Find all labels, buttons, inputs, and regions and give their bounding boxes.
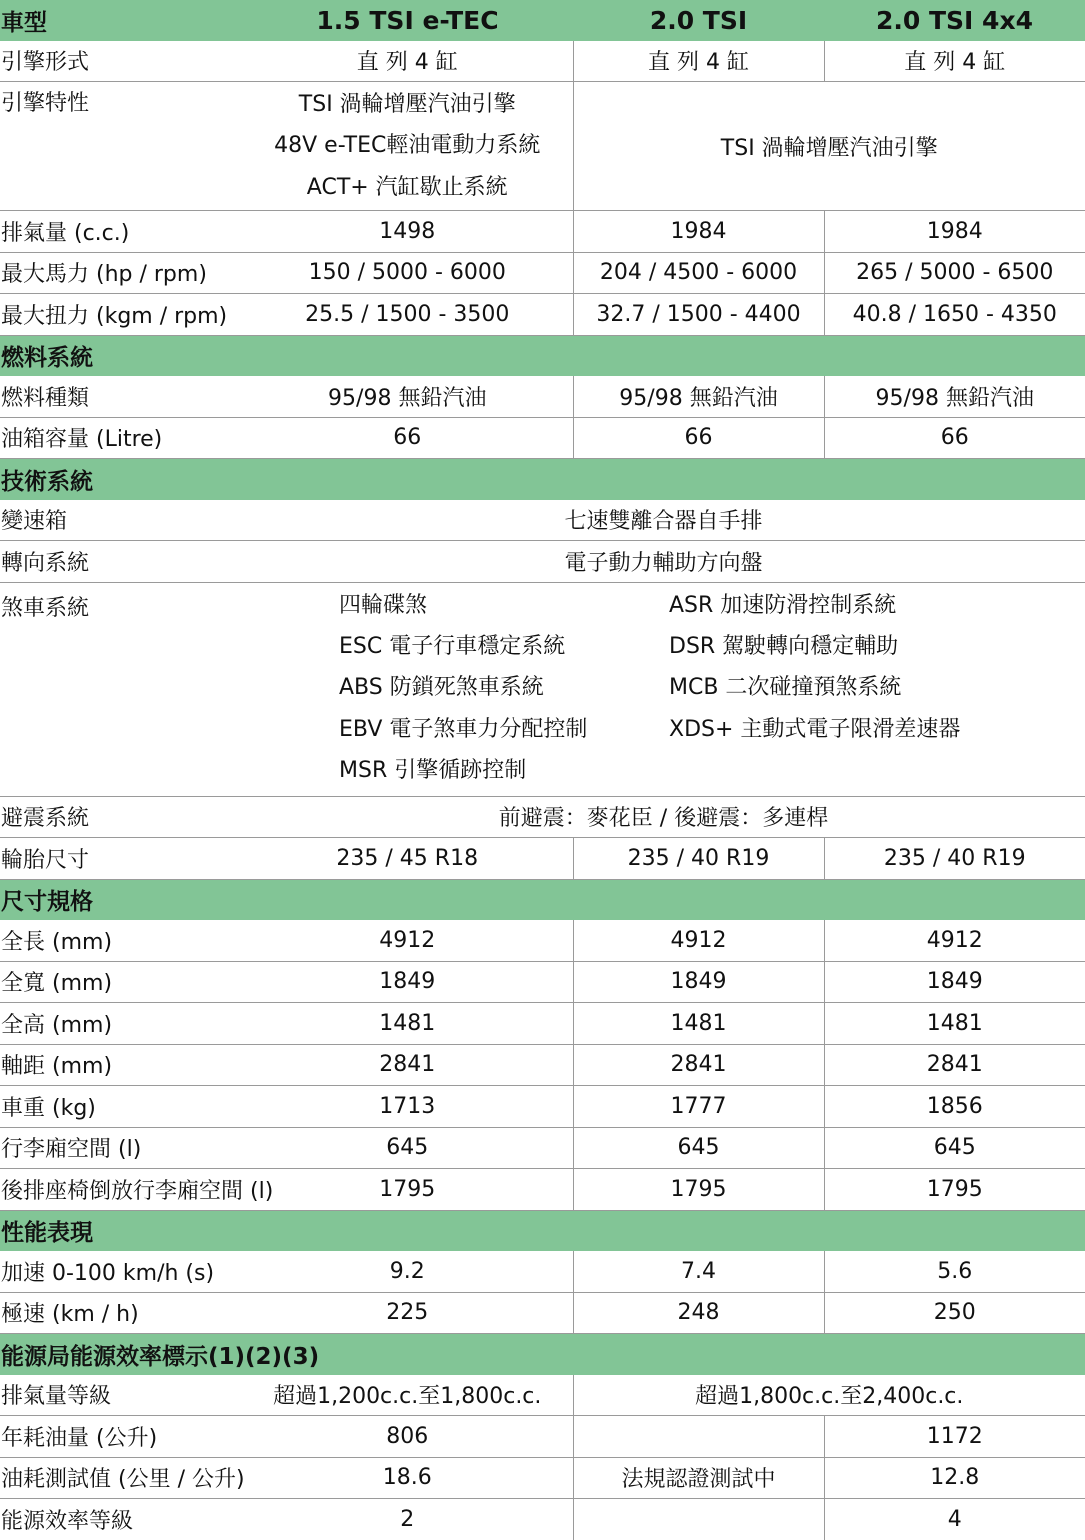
model-header-row (0, 0, 1085, 41)
row-label: 引擎特性 (0, 82, 242, 211)
power-row (0, 252, 1085, 294)
efficiency-grade-row (0, 1499, 1085, 1540)
brake-item: ESC 電子行車穩定系統 (339, 633, 566, 659)
section-header-energy (0, 1334, 1085, 1375)
row-label: 極速 (km / h) (0, 1292, 242, 1334)
torque-row (0, 294, 1085, 336)
cell-value: 前避震：麥花臣 / 後避震：多連桿 (242, 796, 1085, 838)
steering-row (0, 541, 1085, 583)
row-label: 最大馬力 (hp / rpm) (0, 252, 242, 294)
fuel-type-row (0, 376, 1085, 417)
cell-value: 9.2 (242, 1251, 573, 1292)
cell-value (242, 500, 1085, 541)
cell-value: 1849 (824, 961, 1085, 1003)
section-header-dimensions (0, 879, 1085, 920)
cell-value: 1795 (573, 1169, 824, 1211)
cell-value: 95/98 無鉛汽油 (824, 376, 1085, 417)
row-label: 油箱容量 (Litre) (0, 417, 242, 459)
row-label: 排氣量 (c.c.) (0, 211, 242, 253)
row-label: 年耗油量 (公升) (0, 1416, 242, 1458)
brake-item: MSR 引擎循跡控制 (339, 758, 527, 784)
cell-value: 95/98 無鉛汽油 (573, 376, 824, 417)
row-label: 引擎形式 (0, 41, 242, 82)
performance-row (0, 1251, 1085, 1292)
dimension-row (0, 1169, 1085, 1211)
section-header-tech (0, 459, 1085, 500)
cell-value: 4 (824, 1499, 1085, 1540)
row-label: 全高 (mm) (0, 1003, 242, 1045)
brake-item: DSR 駕駛轉向穩定輔助 (669, 633, 899, 659)
cell-value: 超過1,200c.c.至1,800c.c. (242, 1375, 573, 1416)
brake-item: EBV 電子煞車力分配控制 (339, 716, 588, 742)
dimension-row (0, 1044, 1085, 1086)
engine-feature-row (0, 82, 1085, 211)
cell-value: 1984 (573, 211, 824, 253)
annual-fuel-row (0, 1416, 1085, 1458)
brake-row (0, 582, 1085, 796)
cell-value: 18.6 (242, 1457, 573, 1499)
cell-value: 1172 (824, 1416, 1085, 1458)
cell-value: 12.8 (824, 1457, 1085, 1499)
gearbox-value: 七速雙離合器自手排 (564, 509, 763, 535)
row-label: 全長 (mm) (0, 920, 242, 961)
dimension-row (0, 1086, 1085, 1128)
cell-value-empty (573, 1499, 824, 1540)
cell-value: 5.6 (824, 1251, 1085, 1292)
cell-value: 235 / 45 R18 (242, 838, 573, 880)
row-label: 油耗測試值 (公里 / 公升) (0, 1457, 242, 1499)
row-label: 後排座椅倒放行李廂空間 (l) (0, 1169, 242, 1211)
cell-value: 直 列 4 缸 (573, 41, 824, 82)
cell-value: 2841 (573, 1044, 824, 1086)
cell-value: 225 (242, 1292, 573, 1334)
cell-value-empty (573, 1416, 824, 1458)
row-label: 轉向系統 (0, 541, 242, 583)
section-title: 燃料系統 (0, 335, 1085, 376)
performance-row (0, 1292, 1085, 1334)
engine-type-row (0, 41, 1085, 82)
brake-item: ASR 加速防滑控制系統 (669, 592, 897, 618)
cell-value: 32.7 / 1500 - 4400 (573, 294, 824, 336)
section-header-performance (0, 1210, 1085, 1251)
cell-value: 直 列 4 缸 (824, 41, 1085, 82)
cell-value: 4912 (573, 920, 824, 961)
row-label: 燃料種類 (0, 376, 242, 417)
cell-value: 95/98 無鉛汽油 (242, 376, 573, 417)
cell-value: 法規認證測試中 (573, 1457, 824, 1499)
cell-value: 4912 (242, 920, 573, 961)
cell-value: 1984 (824, 211, 1085, 253)
row-label: 加速 0-100 km/h (s) (0, 1251, 242, 1292)
displacement-row (0, 211, 1085, 253)
cell-value: 1498 (242, 211, 573, 253)
model-header-label: 車型 (0, 0, 242, 41)
cell-value: 1795 (242, 1169, 573, 1211)
cell-value: 1849 (242, 961, 573, 1003)
cell-value: 25.5 / 1500 - 3500 (242, 294, 573, 336)
dimension-row (0, 920, 1085, 961)
cell-value: 150 / 5000 - 6000 (242, 252, 573, 294)
brake-list-a (0, 585, 669, 792)
cell-value: 806 (242, 1416, 573, 1458)
cell-value: 1849 (573, 961, 824, 1003)
cell-value: 66 (573, 417, 824, 459)
cell-value: 2 (400, 1506, 415, 1532)
cell-value: 1481 (573, 1003, 824, 1045)
row-label: 全寬 (mm) (0, 961, 242, 1003)
section-title: 尺寸規格 (0, 879, 1085, 920)
row-label: 排氣量等級 (0, 1375, 242, 1416)
dimension-row (0, 1003, 1085, 1045)
model-name: 1.5 TSI e-TEC (242, 0, 573, 41)
suspension-row (0, 796, 1085, 838)
cell-value: 1856 (824, 1086, 1085, 1128)
brake-item: 四輪碟煞 (339, 592, 428, 618)
brake-item: XDS+ 主動式電子限滑差速器 (669, 716, 961, 742)
cell-value: 66 (242, 417, 573, 459)
row-label: 能源效率等級 (1, 1508, 134, 1534)
dimension-row (0, 1127, 1085, 1169)
brake-item: ABS 防鎖死煞車系統 (339, 675, 544, 701)
row-label: 煞車系統 (0, 582, 242, 796)
model-name: 2.0 TSI 4x4 (824, 0, 1085, 41)
engine-feature-list (242, 82, 573, 211)
cell-value: 645 (242, 1127, 573, 1169)
cell-value: 1795 (824, 1169, 1085, 1211)
row-label: 變速箱 (0, 500, 242, 541)
row-label: 行李廂空間 (l) (0, 1127, 242, 1169)
brake-systems (242, 582, 1085, 796)
cell-value: 645 (824, 1127, 1085, 1169)
cell-value: 235 / 40 R19 (573, 838, 824, 880)
cell-value: 40.8 / 1650 - 4350 (824, 294, 1085, 336)
cell-value: 1777 (573, 1086, 824, 1128)
cell-value: 248 (573, 1292, 824, 1334)
row-label: 輪胎尺寸 (0, 838, 242, 880)
cell-value: 1481 (824, 1003, 1085, 1045)
cell-value: 1481 (242, 1003, 573, 1045)
engine-feature-item: TSI 渦輪增壓汽油引擎 (298, 91, 516, 117)
cell-value: 2841 (824, 1044, 1085, 1086)
dimension-row (0, 961, 1085, 1003)
section-title: 能源局能源效率標示(1)(2)(3) (0, 1334, 1085, 1375)
displacement-class-row (0, 1375, 1085, 1416)
cell-value: 1713 (242, 1086, 573, 1128)
brake-item: MCB 二次碰撞預煞系統 (669, 675, 902, 701)
row-label: 軸距 (mm) (0, 1044, 242, 1086)
engine-feature-item: ACT+ 汽缸歇止系統 (306, 174, 508, 200)
engine-feature-item: 48V e-TEC輕油電動力系統 (274, 133, 541, 159)
section-header-fuel (0, 335, 1085, 376)
cell-value: 235 / 40 R19 (824, 838, 1085, 880)
fuel-tank-row (0, 417, 1085, 459)
row-label: 車重 (kg) (0, 1086, 242, 1128)
tire-row (0, 838, 1085, 880)
cell-value: 645 (573, 1127, 824, 1169)
brake-list-b (669, 585, 960, 792)
cell-value: 4912 (824, 920, 1085, 961)
row-label: 避震系統 (0, 796, 242, 838)
cell-value: 7.4 (573, 1251, 824, 1292)
section-title: 技術系統 (0, 459, 1085, 500)
fuel-test-row (0, 1457, 1085, 1499)
cell-value: 2841 (242, 1044, 573, 1086)
section-title: 性能表現 (0, 1210, 1085, 1251)
cell-value: 265 / 5000 - 6500 (824, 252, 1085, 294)
cell-value: 204 / 4500 - 6000 (573, 252, 824, 294)
cell-value: 超過1,800c.c.至2,400c.c. (573, 1375, 1085, 1416)
cell-value: 66 (824, 417, 1085, 459)
model-name: 2.0 TSI (573, 0, 824, 41)
cell-value: 直 列 4 缸 (242, 41, 573, 82)
row-label: 最大扭力 (kgm / rpm) (0, 294, 242, 336)
cell-value: TSI 渦輪增壓汽油引擎 (573, 82, 1085, 211)
cell-value: 250 (824, 1292, 1085, 1334)
gearbox-row (0, 500, 1085, 541)
cell-value: 電子動力輔助方向盤 (242, 541, 1085, 583)
